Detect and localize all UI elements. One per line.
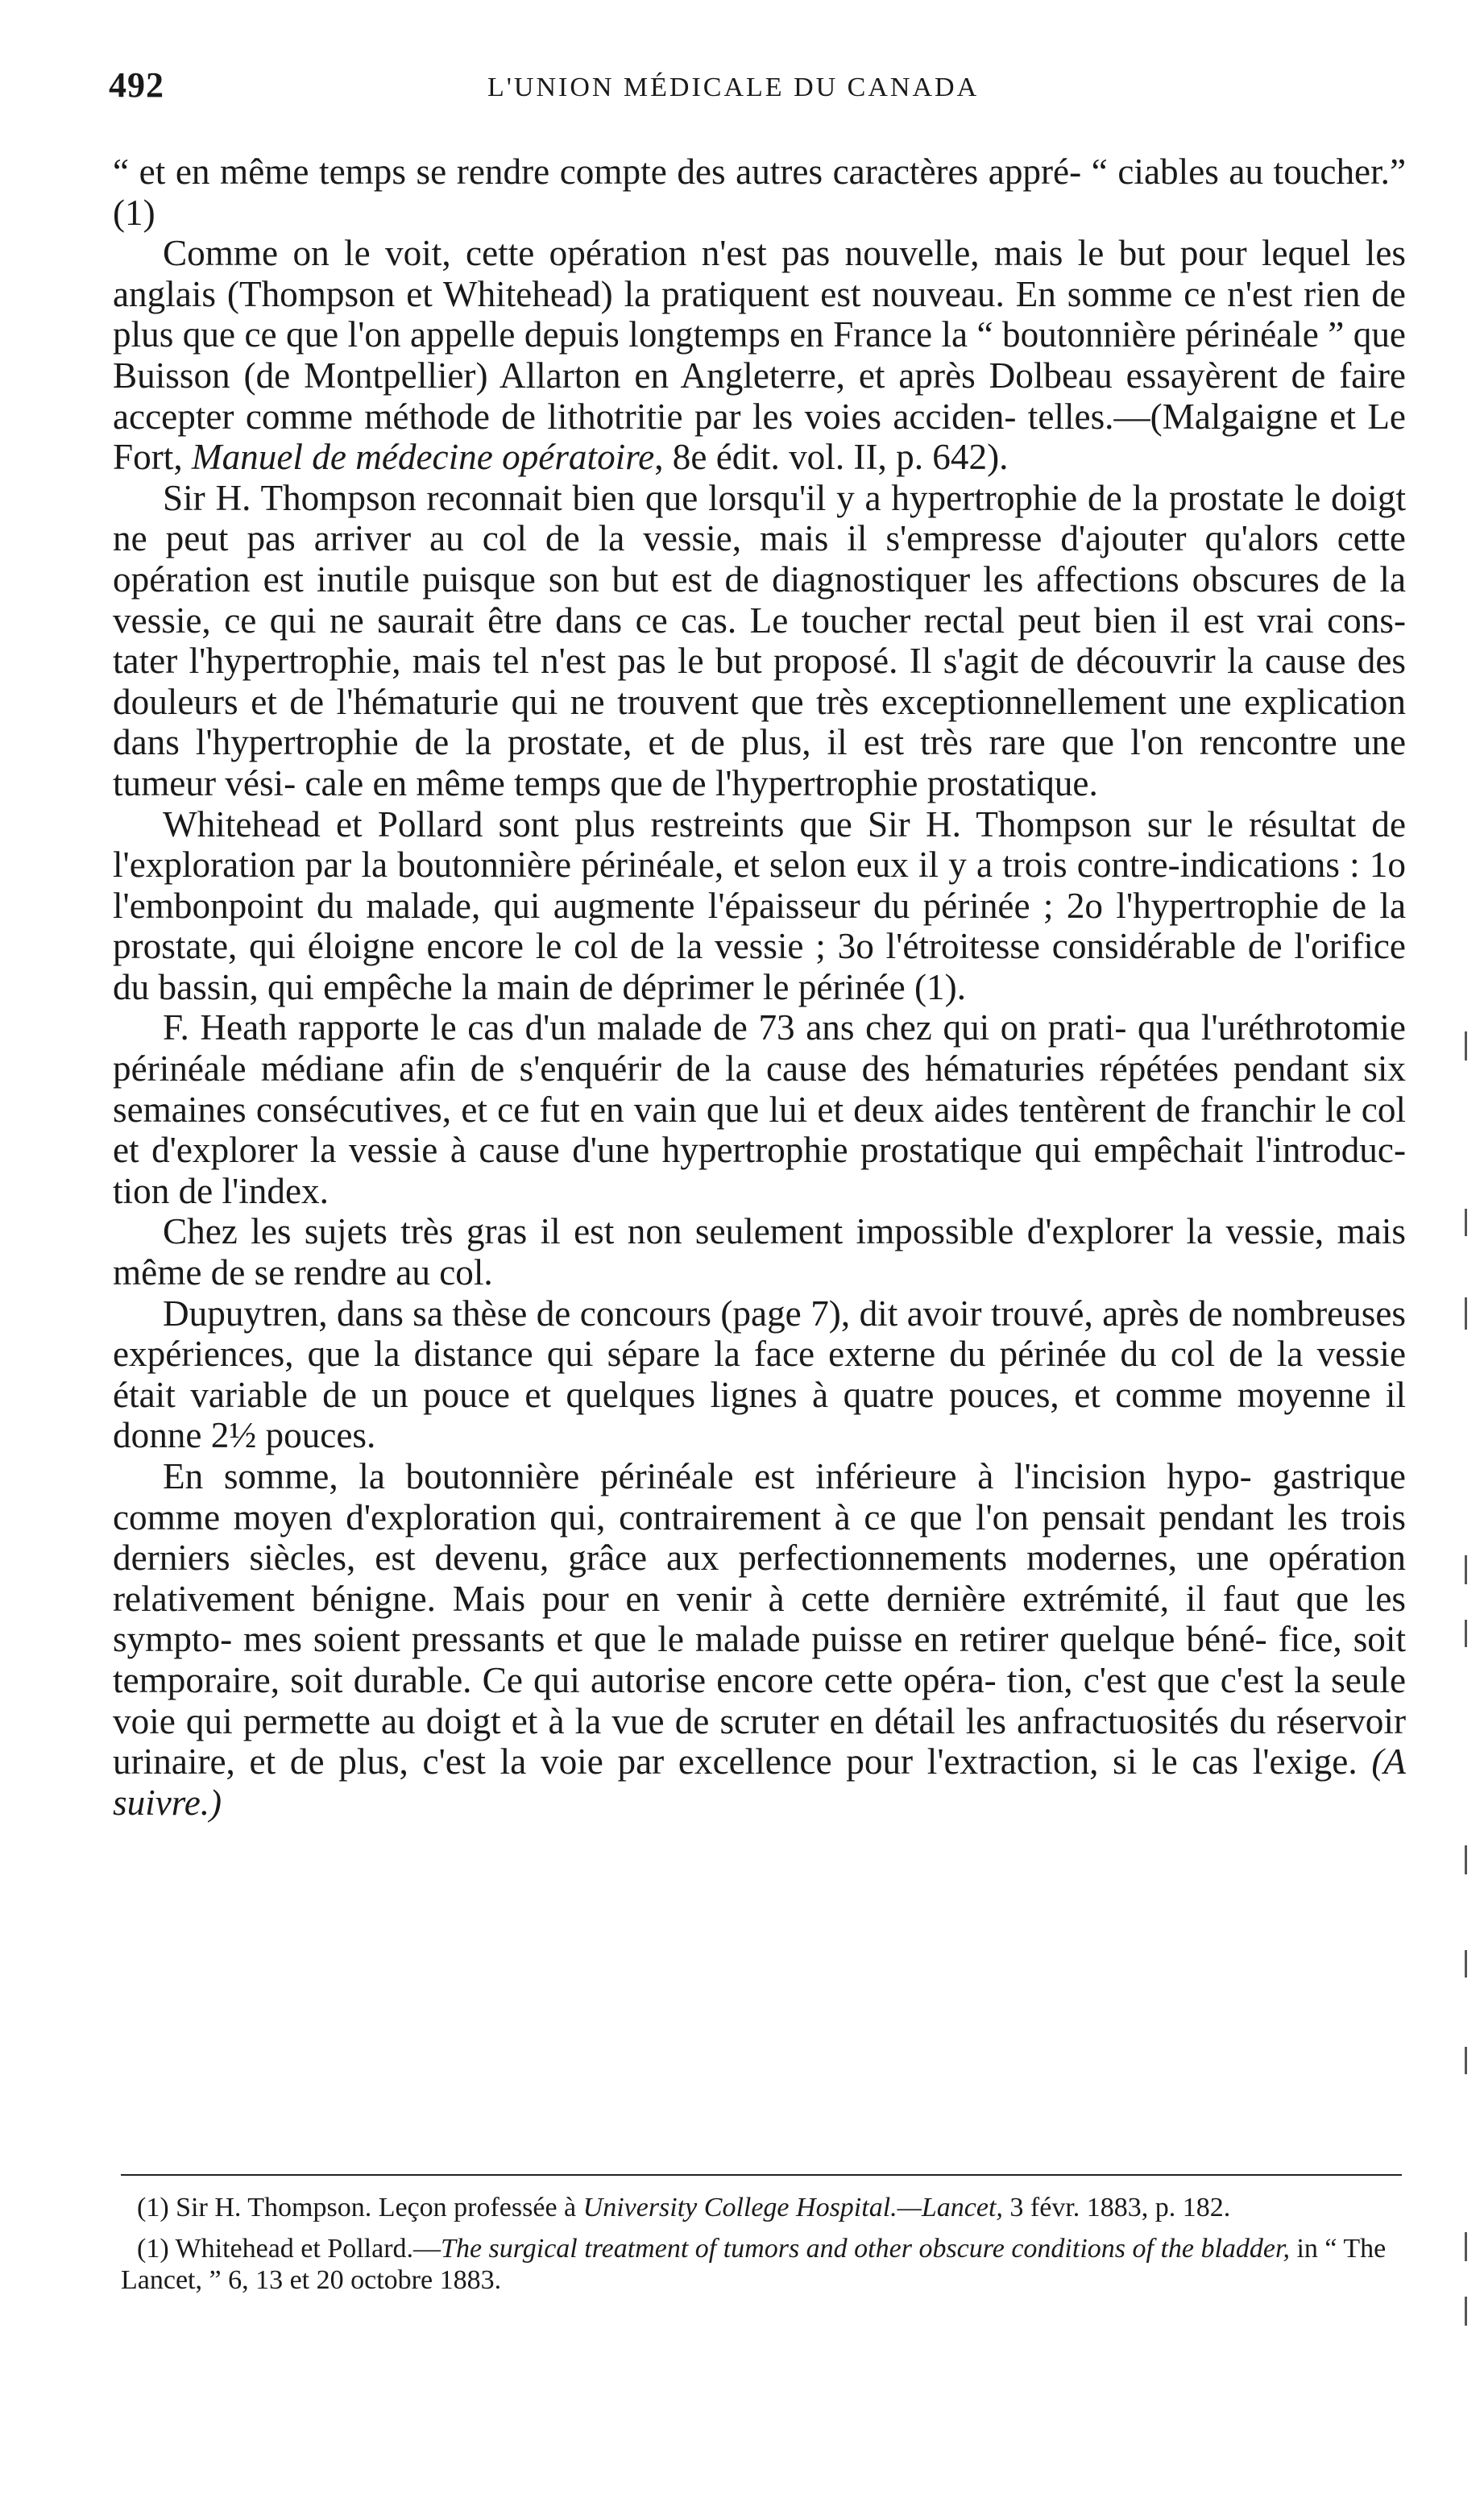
- footnote-rule: [121, 2174, 1402, 2176]
- margin-mark: [1465, 1845, 1467, 1874]
- margin-mark: [1465, 2047, 1467, 2074]
- journal-title: L'UNION MÉDICALE DU CANADA: [487, 73, 980, 102]
- book-title: Manuel de médecine opératoire: [191, 437, 655, 478]
- paragraph-quote-continuation: “ et en même temps se rendre compte des autres caractères appré- “ ciables au toucher.” (1): [113, 151, 1406, 233]
- margin-mark: [1465, 1209, 1467, 1236]
- footnote-2: (1) Whitehead et Pollard.—The surgical treatment of tumors and other obscure conditions of the bladder, in “ The Lancet, ” 6, 13 et 20 octobre 1883.: [121, 2234, 1387, 2295]
- paragraph-dupuytren: Dupuytren, dans sa thèse de concours (page 7), dit avoir trouvé, après de nombreuses expériences, que la distance qui sépare la face externe du périnée du col de la vessie était variable de un pouce et quelques lignes à quatre pouces, et comme moyenne il donne 2½ pouces.: [113, 1293, 1406, 1456]
- margin-mark: [1465, 1297, 1467, 1330]
- margin-mark: [1465, 2297, 1467, 2326]
- margin-mark: [1465, 1620, 1467, 1647]
- to-be-continued: (A suivre.): [113, 1741, 1406, 1823]
- margin-mark: [1465, 1031, 1467, 1060]
- paragraph-thompson: Sir H. Thompson reconnait bien que lorsqu'il y a hypertrophie de la prostate le doigt ne peut pas arriver au col de la vessie, mais il s'empresse d'ajouter qu'alors cette opération est inutile puisque son but est de diagnostiquer les affections obscures de la vessie, ce qui ne saurait être dans ce cas. Le toucher rectal peut bien il est vrai cons- tater l'hypertrophie, mais tel n'est pas le but proposé. Il s'agit de découvrir la cause des douleurs et de l'hématurie qui ne trouvent que très exceptionnellement une explication dans l'hypertrophie de la prostate, et de plus, il est très rare que l'on rencontre une tumeur vési- cale en même temps que de l'hypertrophie prostatique.: [113, 477, 1406, 803]
- article-body: [113, 151, 1406, 1823]
- margin-mark: [1465, 1950, 1467, 1978]
- paragraph-obese-subjects: Chez les sujets très gras il est non seulement impossible d'explorer la vessie, mais même de se rendre au col.: [113, 1211, 1406, 1293]
- page-number: 492: [109, 65, 164, 105]
- margin-mark: [1465, 2232, 1467, 2261]
- footnote-1: (1) Sir H. Thompson. Leçon professée à University College Hospital.—Lancet, 3 févr. 1883, p. 182.: [137, 2193, 1231, 2222]
- paragraph-conclusion: En somme, la boutonnière périnéale est inférieure à l'incision hypo- gastrique comme moyen d'exploration qui, contrairement à ce que l'on pensait pendant les trois derniers siècles, est devenu, grâce aux perfectionnements modernes, une opération relativement bénigne. Mais pour en venir à cette dernière extrémité, il faut que les sympto- mes soient pressants et que le malade puisse en retirer quelque béné- fice, soit temporaire, soit durable. Ce qui autorise encore cette opéra- tion, c'est que c'est la seule voie qui permette au doigt et à la vue de scruter en détail les anfractuosités du réservoir urinaire, et de plus, c'est la voie par excellence pour l'extraction, si le cas l'exige. (A suivre.): [113, 1456, 1406, 1823]
- margin-mark: [1465, 1555, 1467, 1584]
- paragraph-heath: F. Heath rapporte le cas d'un malade de 73 ans chez qui on prati- qua l'uréthrotomie périnéale médiane afin de s'enquérir de la cause des hématuries répétées pendant six semaines consécutives, et ce fut en vain que lui et deux aides tentèrent de franchir le col et d'explorer la vessie à cause d'une hypertrophie prostatique qui empêchait l'introduc- tion de l'index.: [113, 1007, 1406, 1211]
- paragraph-operation-not-new: Comme on le voit, cette opération n'est pas nouvelle, mais le but pour lequel les anglais (Thompson et Whitehead) la pratiquent est nouveau. En somme ce n'est rien de plus que ce que l'on appelle depuis longtemps en France la “ boutonnière périnéale ” que Buisson (de Montpellier) Allarton en Angleterre, et après Dolbeau essayèrent de faire accepter comme méthode de lithotritie par les voies acciden- telles.—(Malgaigne et Le Fort, Manuel de médecine opératoire, 8e édit. vol. II, p. 642).: [113, 233, 1406, 478]
- paragraph-whitehead-pollard: Whitehead et Pollard sont plus restreints que Sir H. Thompson sur le résultat de l'exploration par la boutonnière périnéale, et selon eux il y a trois contre-indications : 1o l'embonpoint du malade, qui augmente l'épaisseur du périnée ; 2o l'hypertrophie de la prostate, qui éloigne encore le col de la vessie ; 3o l'étroitesse considérable de l'orifice du bassin, qui empêche la main de déprimer le périnée (1).: [113, 803, 1406, 1007]
- running-head: [109, 64, 1402, 121]
- footnotes: [121, 2192, 1398, 2305]
